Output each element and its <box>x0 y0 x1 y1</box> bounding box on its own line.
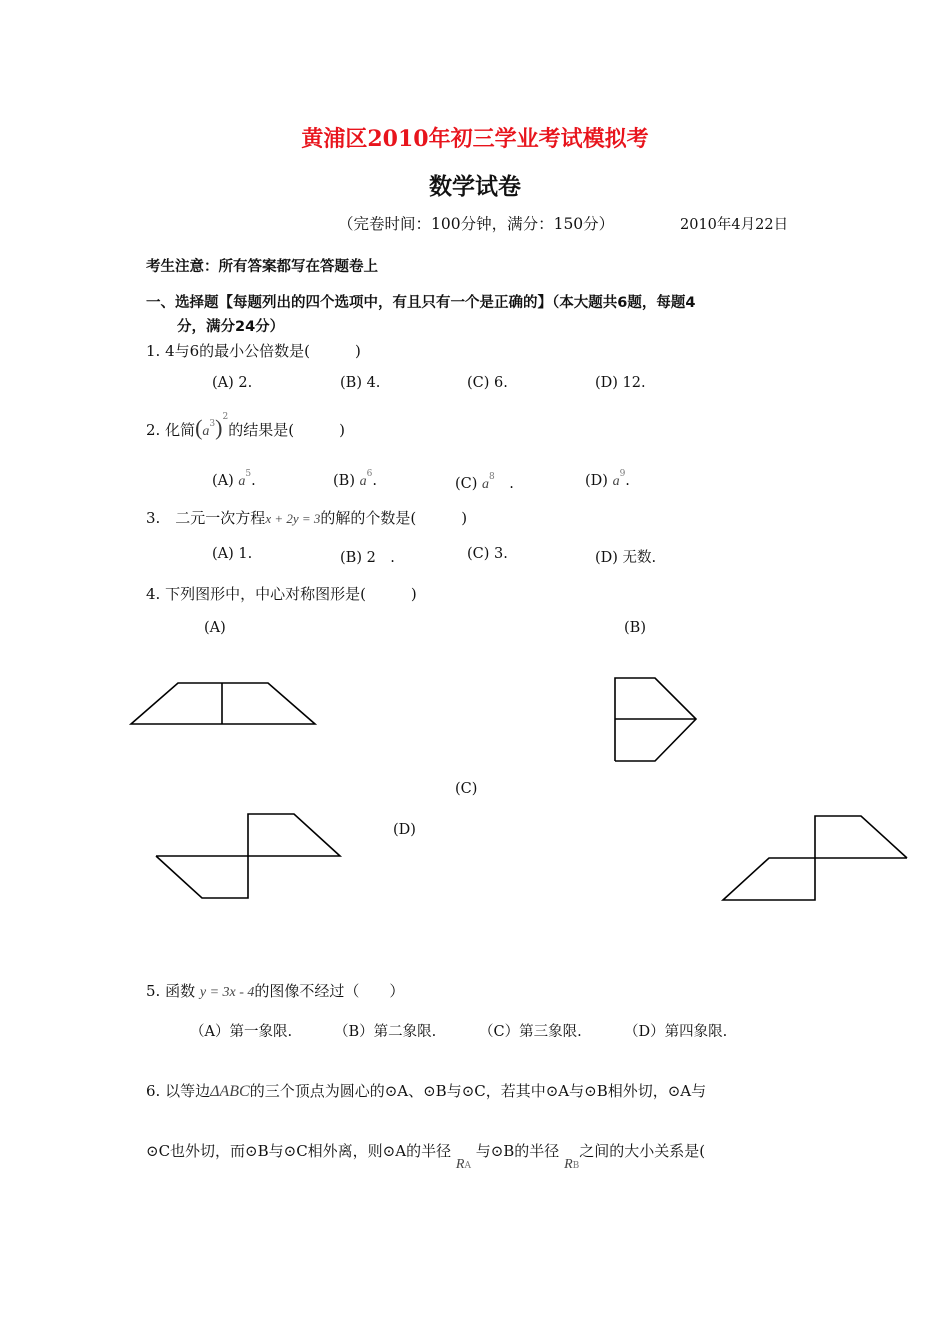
q2-option-c-base: a <box>482 477 490 492</box>
q5-equation: y = 3x - 4 <box>199 985 255 1000</box>
exam-info: （完卷时间：100分钟，满分：150分） <box>338 215 615 233</box>
q3-option-b: (B) 2 . <box>340 550 395 566</box>
exam-title: 黄浦区2010年初三学业考试模拟考 <box>301 126 649 152</box>
q2-option-d-exp: 9 <box>619 469 626 479</box>
q3-option-a: (A) 1. <box>212 546 253 562</box>
q5-suffix: 的图像不经过（ ） <box>254 982 405 1000</box>
q2-option-d-base: a <box>612 473 620 489</box>
q1-option-d: (D) 12. <box>595 375 646 391</box>
q2-open-paren: ( <box>195 415 203 440</box>
exam-notice: 考生注意：所有答案都写在答题卷上 <box>146 259 378 275</box>
q2-base: a <box>202 424 210 439</box>
q2-option-b-exp: 6 <box>366 469 373 479</box>
figure-a-trapezoid <box>131 683 315 724</box>
q2-option-c: (C) $a^8$ . <box>455 472 514 492</box>
q5-option-d: （D）第四象限. <box>624 1024 728 1040</box>
q2-option-b-base: a <box>359 473 367 489</box>
q3-option-c: (C) 3. <box>467 546 508 562</box>
q2-option-d: (D) $a^9$. <box>585 469 630 489</box>
question-4-stem: 4. 下列图形中，中心对称图形是( ) <box>146 585 417 603</box>
figure-c-shape <box>156 814 340 898</box>
q5-option-c: （C）第三象限. <box>479 1024 582 1040</box>
q2-option-a-base: a <box>238 473 246 489</box>
q3-prefix: 3. 二元一次方程 <box>146 509 266 527</box>
q5-option-a: （A）第一象限. <box>190 1024 293 1040</box>
q2-close-paren: ) <box>215 415 223 440</box>
section-heading-line2: 分，满分24分） <box>177 319 285 335</box>
figure-b-arrow <box>615 678 696 761</box>
question-5-stem <box>146 980 404 1001</box>
section-heading-line1: 一、选择题【每题列出的四个选项中，有且只有一个是正确的】（本大题共6题，每题4 <box>146 295 696 311</box>
q6-rb-sub: B <box>572 1161 580 1171</box>
q5-prefix: 5. 函数 <box>146 982 196 1000</box>
exam-subtitle: 数学试卷 <box>429 173 521 200</box>
question-6-line1 <box>146 1080 706 1101</box>
q6-line2-text-c: 之间的大小关系是( <box>579 1142 706 1160</box>
q6-prefix: 6. 以等边 <box>146 1082 211 1100</box>
q6-line2-text-a: ⊙C也外切，而⊙B与⊙C相外离，则⊙A的半径 <box>146 1142 452 1160</box>
q2-option-a-label: (A) <box>212 472 234 489</box>
figure-d-shape <box>723 816 907 900</box>
q2-option-d-label: (D) <box>585 472 608 489</box>
q2-option-b-label: (B) <box>333 472 355 489</box>
q6-line1-text: 的三个顶点为圆心的⊙A、⊙B与⊙C，若其中⊙A与⊙B相外切，⊙A与 <box>249 1082 707 1100</box>
q2-option-c-label: (C) <box>455 476 478 492</box>
q6-line2-text-b: 与⊙B的半径 <box>475 1142 560 1160</box>
question-1-stem: 1. 4与6的最小公倍数是( ) <box>146 342 361 360</box>
q1-option-c: (C) 6. <box>467 375 508 391</box>
q2-exp: 3 <box>209 419 216 429</box>
q2-option-a: (A) $a^5$. <box>212 469 256 489</box>
question-6-line2 <box>146 1140 706 1172</box>
q1-option-b: (B) 4. <box>340 375 381 391</box>
exam-date: 2010年4月22日 <box>680 217 789 233</box>
q2-option-a-exp: 5 <box>245 469 252 479</box>
q2-option-c-exp: 8 <box>489 472 495 483</box>
q1-option-a: (A) 2. <box>212 375 253 391</box>
q2-prefix: 2. 化简 <box>146 421 196 439</box>
q6-triangle: ΔABC <box>210 1083 250 1100</box>
q4-label-a: (A) <box>204 620 226 636</box>
q4-label-c: (C) <box>455 781 478 797</box>
q2-outer-exp: 2 <box>222 412 229 422</box>
q2-suffix: 的结果是( ) <box>228 421 345 439</box>
q6-ra: R <box>455 1157 465 1172</box>
q3-option-d: (D) 无数. <box>595 550 657 566</box>
q3-suffix: 的解的个数是( ) <box>320 509 468 527</box>
q4-label-b: (B) <box>624 620 646 636</box>
q6-ra-sub: A <box>464 1161 471 1171</box>
q3-equation: x + 2y = 3 <box>265 511 321 526</box>
q2-option-b: (B) $a^6$. <box>333 469 377 489</box>
q6-rb: R <box>564 1157 573 1172</box>
q4-label-d: (D) <box>393 822 416 838</box>
q5-option-b: （B）第二象限. <box>334 1024 437 1040</box>
